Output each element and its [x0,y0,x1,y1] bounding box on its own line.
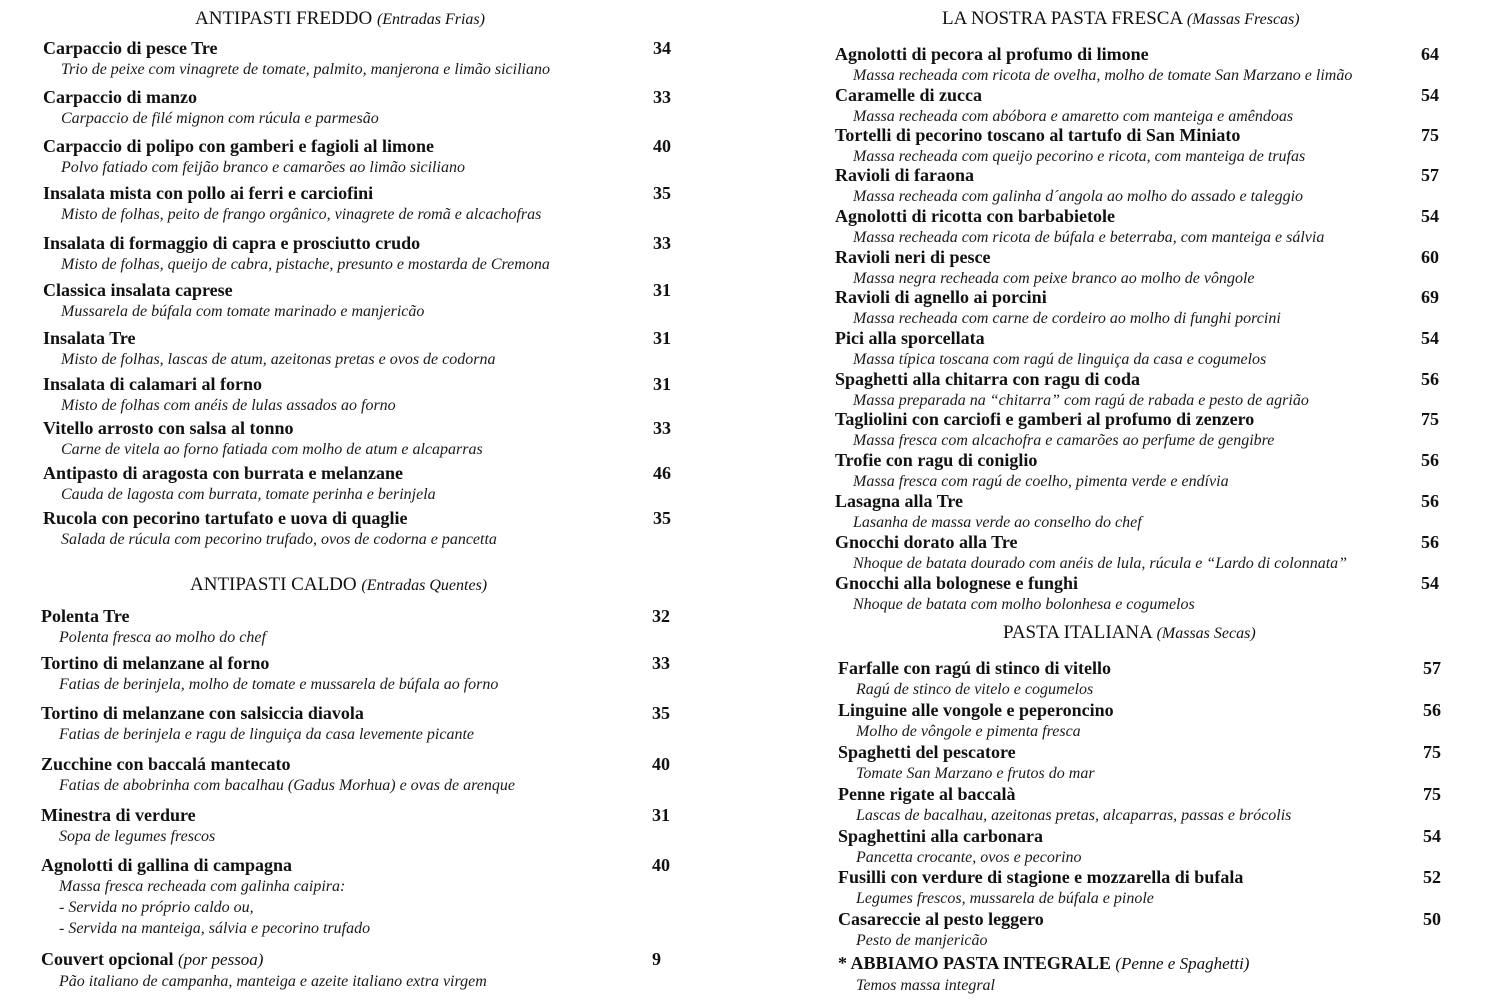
menu-item [835,124,1439,167]
menu-item-name: Agnolotti di gallina di campagna [41,855,293,875]
menu-item-name: Ravioli neri di pesce [835,247,991,267]
menu-item-description [41,971,487,992]
description-line: - Servida no próprio caldo ou, [59,899,254,916]
menu-item [41,948,661,992]
description-line: Polvo fatiado com feijão branco e camarões ao limão siciliano [61,159,465,176]
description-line: Massa negra recheada com peixe branco ao molho de vôngole [853,270,1255,287]
menu-item-name: Agnolotti di pecora al profumo di limone [835,44,1149,64]
menu-item [835,368,1439,411]
menu-item-name: Agnolotti di ricotta con barbabietole [835,206,1115,226]
menu-item-row [835,246,1255,268]
menu-item [835,408,1439,451]
menu-item-row [838,783,1291,805]
menu-item-description [43,157,465,178]
menu-item-price: 57 [1423,658,1441,678]
menu-item-price: 56 [1421,532,1439,552]
menu-item-row [835,286,1281,308]
menu-item-name: * ABBIAMO PASTA INTEGRALE [838,953,1111,973]
menu-item-description [43,254,550,275]
description-line: Molho de vôngole e pimenta fresca [856,723,1081,740]
menu-item-row [43,86,379,108]
menu-item-description [41,876,370,939]
menu-item-price: 54 [1421,328,1439,348]
menu-item [41,753,670,796]
description-line: Massa recheada com carne de cordeiro ao molho di funghi porcini [853,310,1281,327]
section-subtitle: (Entradas Quentes) [361,577,488,594]
menu-item-price: 33 [653,418,671,438]
menu-item-name: Antipasto di aragosta con burrata e melanzane [43,463,403,483]
menu-item-description [43,529,497,550]
description-line: Fatias de berinjela e ragu de linguiça da casa levemente picante [59,726,474,743]
menu-item-description [41,775,515,796]
description-line: Lascas de bacalhau, azeitonas pretas, alcaparras, passas e brócolis [856,807,1292,824]
description-line: Fatias de abobrinha com bacalhau (Gadus Morhua) e ovas de arenque [59,777,515,794]
menu-item-row [838,699,1114,721]
menu-item-description [835,512,1142,533]
menu-item-row [43,37,550,59]
menu-item [43,507,671,550]
menu-item-price: 33 [653,87,671,107]
menu-item-name: Carpaccio di polipo con gamberi e fagioli al limone [43,136,434,156]
menu-item-name: Spaghettini alla carbonara [838,826,1044,846]
description-line: Pão italiano de campanha, manteiga e azeite italiano extra virgem [59,973,487,990]
description-line: Pesto de manjericão [856,932,988,949]
section-title-pasta-fresca [942,8,1300,30]
menu-item-row [41,854,370,876]
description-line: Trio de peixe com vinagrete de tomate, palmito, manjerona e limão siciliano [61,61,550,78]
menu-item [835,327,1439,370]
menu-item [43,135,671,178]
menu-item-description [41,674,498,695]
menu-item-row [835,490,1142,512]
menu-item-name: Minestra di verdure [41,805,196,825]
menu-item-description [835,430,1274,451]
description-line: Misto de folhas com anéis de lulas assados ao forno [61,397,396,414]
menu-item-description [838,975,1249,996]
menu-item-description [835,349,1266,370]
menu-item-row [838,657,1111,679]
menu-item [43,279,671,322]
menu-item-price: 54 [1423,826,1441,846]
menu-item-row [835,124,1305,146]
menu-item-price: 9 [652,949,661,969]
menu-item-price: 40 [652,855,670,875]
menu-item-price: 35 [653,183,671,203]
menu-item-row [835,531,1347,553]
menu-item-name: Ravioli di agnello ai porcini [835,287,1047,307]
menu-item-price: 56 [1421,491,1439,511]
menu-item-price: 75 [1423,742,1441,762]
menu-item-row [41,948,487,971]
description-line: Lasanha de massa verde ao conselho do chef [853,514,1142,531]
menu-item-name: Spaghetti del pescatore [838,742,1016,762]
description-line: Massa preparada na “chitarra” com ragú de rabada e pesto de agrião [853,392,1309,409]
menu-item-name: Classica insalata caprese [43,280,233,300]
section-title-text: LA NOSTRA PASTA FRESCA [942,8,1183,29]
menu-item-price: 69 [1421,287,1439,307]
description-line: Tomate San Marzano e frutos do mar [856,765,1095,782]
menu-item-price: 31 [653,280,671,300]
menu-item-price: 54 [1421,85,1439,105]
description-line: Massa fresca com alcachofra e camarões ao perfume de gengibre [853,432,1275,449]
menu-item-name: Tortino di melanzane con salsiccia diavola [41,703,364,723]
menu-item-price: 40 [653,136,671,156]
description-line: Nhoque de batata com molho bolonhesa e cogumelos [853,596,1195,613]
description-line: Massa recheada com abóbora e amaretto com manteiga e amêndoas [853,108,1294,125]
menu-item-name: Vitello arrosto con salsa al tonno [43,418,294,438]
description-line: Nhoque de batata dourado com anéis de lula, rúcula e “Lardo di colonnata” [853,555,1348,572]
description-line: Salada de rúcula com pecorino trufado, ovos de codorna e pancetta [61,531,497,548]
menu-item-price: 52 [1423,867,1441,887]
menu-item-description [43,108,379,129]
menu-item-row [43,279,424,301]
menu-item-description [835,553,1347,574]
menu-item-description [838,847,1082,868]
menu-item [41,854,670,939]
section-title-antipasti-freddo [195,8,485,30]
menu-item-name: Casareccie al pesto leggero [838,909,1044,929]
menu-item-row [41,702,474,724]
description-line: Ragú de stinco de vitelo e cogumelos [856,681,1094,698]
menu-item [838,699,1441,742]
menu-item-row [43,232,550,254]
menu-item-description [41,724,474,745]
menu-item-row [838,908,1044,930]
menu-item-price: 34 [653,38,671,58]
menu-item-name: Insalata di calamari al forno [43,374,262,394]
menu-item-row [43,182,541,204]
menu-item-name: Pici alla sporcellata [835,328,985,348]
menu-item-name: Carpaccio di pesce Tre [43,38,218,58]
description-line: Misto de folhas, lascas de atum, azeitonas pretas e ovos de codorna [61,351,496,368]
description-line: - Servida na manteiga, sálvia e pecorino trufado [59,920,371,937]
menu-item-row [838,866,1243,888]
description-line: Massa recheada com queijo pecorino e ricota, com manteiga de trufas [853,148,1306,165]
section-subtitle: (Massas Frescas) [1186,11,1300,28]
description-line: Sopa de legumes frescos [59,828,216,845]
menu-item-name: Zucchine con baccalá mantecato [41,754,291,774]
menu-item-price: 64 [1421,44,1439,64]
menu-item-price: 56 [1421,450,1439,470]
menu-item-price: 35 [653,508,671,528]
menu-item-row [835,164,1303,186]
menu-item-name: Trofie con ragu di coniglio [835,450,1038,470]
menu-item-description [838,721,1114,742]
description-line: Carpaccio de filé mignon com rúcula e parmesão [61,110,379,127]
description-line: Legumes frescos, mussarela de búfala e pinole [856,890,1154,907]
menu-item-price: 54 [1421,206,1439,226]
description-line: Cauda de lagosta com burrata, tomate perinha e berinjela [61,486,436,503]
description-line: Massa recheada com galinha d´angola ao molho do assado e taleggio [853,188,1304,205]
menu-item-name: Lasagna alla Tre [835,491,964,511]
description-line: Misto de folhas, queijo de cabra, pistache, presunto e mostarda de Cremona [61,256,550,273]
menu-item-price: 46 [653,463,671,483]
menu-item-name: Spaghetti alla chitarra con ragu di coda [835,369,1140,389]
menu-item-name: Ravioli di faraona [835,165,975,185]
menu-item-price: 40 [652,754,670,774]
menu-item-price: 60 [1421,247,1439,267]
description-line: Misto de folhas, peito de frango orgânico, vinagrete de romã e alcachofras [61,206,542,223]
menu-item-price: 35 [652,703,670,723]
menu-item-price: 75 [1421,409,1439,429]
menu-item [838,866,1441,909]
menu-item-row [43,462,436,484]
menu-item-description [43,301,424,322]
menu-item-price: 50 [1423,909,1441,929]
menu-item-name: Tortino di melanzane al forno [41,653,270,673]
menu-item-description [43,395,396,416]
menu-item-description [838,888,1243,909]
menu-item-description [41,826,215,847]
menu-item-price: 56 [1421,369,1439,389]
menu-item-name: Caramelle di zucca [835,85,982,105]
menu-item-name-suffix: (Penne e Spaghetti) [1115,954,1250,973]
menu-item [838,657,1441,700]
menu-item [835,449,1439,492]
menu-item-name: Tagliolini con carciofi e gamberi al profumo di zenzero [835,409,1255,429]
menu-item-row [835,327,1266,349]
description-line: Massa recheada com ricota de búfala e beterraba, com manteiga e sálvia [853,229,1325,246]
menu-item-price: 31 [652,805,670,825]
menu-item [835,572,1439,615]
menu-item-name: Couvert opcional [41,949,174,969]
menu-item-row [835,408,1274,430]
menu-item-price: 31 [653,374,671,394]
menu-item-description [43,59,550,80]
menu-item [43,86,671,129]
section-subtitle: (Entradas Frias) [376,11,485,28]
description-line: Fatias de berinjela, molho de tomate e mussarela de búfala ao forno [59,676,499,693]
menu-item-row [835,368,1309,390]
menu-item-price: 75 [1423,784,1441,804]
menu-item [43,37,671,80]
menu-item-name-suffix: (por pessoa) [178,950,264,969]
menu-item-description [838,805,1291,826]
menu-item-description [835,471,1229,492]
menu-item [838,952,1249,996]
menu-item-row [43,373,396,395]
menu-item [835,164,1439,207]
menu-item [835,531,1439,574]
menu-item-name: Gnocchi alla bolognese e funghi [835,573,1079,593]
menu-item-row [835,449,1229,471]
section-title-text: PASTA ITALIANA [1003,622,1152,643]
description-line: Carne de vitela ao forno fatiada com molho de atum e alcaparras [61,441,483,458]
menu-item [838,741,1441,784]
menu-item-price: 31 [653,328,671,348]
menu-item-name: Tortelli di pecorino toscano al tartufo di San Miniato [835,125,1241,145]
description-line: Massa típica toscana com ragú de linguiça da casa e cogumelos [853,351,1267,368]
menu-item-row [838,952,1249,975]
menu-item [43,182,671,225]
menu-item-name: Farfalle con ragú di stinco di vitello [838,658,1111,678]
menu-item-price: 57 [1421,165,1439,185]
section-title-text: ANTIPASTI CALDO [190,574,357,595]
menu-item-row [835,43,1352,65]
menu-item-row [43,135,465,157]
menu-item-description [838,930,1044,951]
menu-item-row [835,205,1324,227]
menu-item-description [835,227,1324,248]
menu-item-name: Insalata mista con pollo ai ferri e carciofini [43,183,374,203]
description-line: Massa fresca com ragú de coelho, pimenta verde e endívia [853,473,1229,490]
menu-item-description [835,308,1281,329]
menu-item [835,43,1439,86]
menu-item-row [838,825,1082,847]
menu-item-price: 32 [652,606,670,626]
menu-item-description [43,349,495,370]
menu-item-row [41,652,498,674]
menu-item [43,232,671,275]
menu-item-name: Polenta Tre [41,606,130,626]
description-line: Massa fresca recheada com galinha caipira: [59,878,346,895]
menu-item [835,490,1439,533]
description-line: Temos massa integral [856,977,995,994]
menu-item [41,652,670,695]
menu-item-row [41,753,515,775]
description-line: Mussarela de búfala com tomate marinado e manjericão [61,303,425,320]
menu-item [835,246,1439,289]
menu-item-row [838,741,1095,763]
menu-item-description [838,763,1095,784]
menu-item-row [41,804,215,826]
description-line: Polenta fresca ao molho do chef [59,629,266,646]
menu-item-name: Penne rigate al baccalà [838,784,1016,804]
menu-item [835,205,1439,248]
menu-item-price: 56 [1423,700,1441,720]
menu-item-row [43,417,483,439]
menu-item-row [41,605,266,627]
menu-item-description [835,186,1303,207]
menu-item-description [835,594,1195,615]
menu-item [43,373,671,416]
menu-item-name: Insalata Tre [43,328,136,348]
menu-item-description [43,204,541,225]
menu-item [43,462,671,505]
menu-item [838,908,1441,951]
menu-item-description [835,65,1352,86]
menu-item-row [835,84,1293,106]
menu-item-name: Rucola con pecorino tartufato e uova di quaglie [43,508,408,528]
description-line: Pancetta crocante, ovos e pecorino [856,849,1082,866]
menu-item [41,804,670,847]
description-line: Massa recheada com ricota de ovelha, molho de tomate San Marzano e limão [853,67,1353,84]
menu-item [835,286,1439,329]
menu-item [838,825,1441,868]
menu-item [43,327,671,370]
section-subtitle: (Massas Secas) [1156,625,1256,642]
menu-item [41,702,670,745]
menu-item-price: 75 [1421,125,1439,145]
menu-item [838,783,1441,826]
menu-item-price: 33 [653,233,671,253]
menu-item-name: Linguine alle vongole e peperoncino [838,700,1114,720]
menu-item-price: 33 [652,653,670,673]
menu-item-row [43,327,495,349]
section-title-antipasti-caldo [190,574,487,596]
menu-item-description [43,439,483,460]
menu-item-description [43,484,436,505]
menu-item-name: Fusilli con verdure di stagione e mozzarella di bufala [838,867,1244,887]
menu-item-name: Insalata di formaggio di capra e prosciutto crudo [43,233,421,253]
menu-item-price: 54 [1421,573,1439,593]
menu-item [835,84,1439,127]
menu-item-name: Carpaccio di manzo [43,87,197,107]
menu-item-name: Gnocchi dorato alla Tre [835,532,1018,552]
menu-item-row [43,507,497,529]
menu-item [41,605,670,648]
menu-item-row [835,572,1195,594]
section-title-text: ANTIPASTI FREDDO [195,8,373,29]
menu-item-description [838,679,1111,700]
section-title-pasta-italiana [1003,622,1256,644]
menu-item [43,417,671,460]
menu-item-description [41,627,266,648]
